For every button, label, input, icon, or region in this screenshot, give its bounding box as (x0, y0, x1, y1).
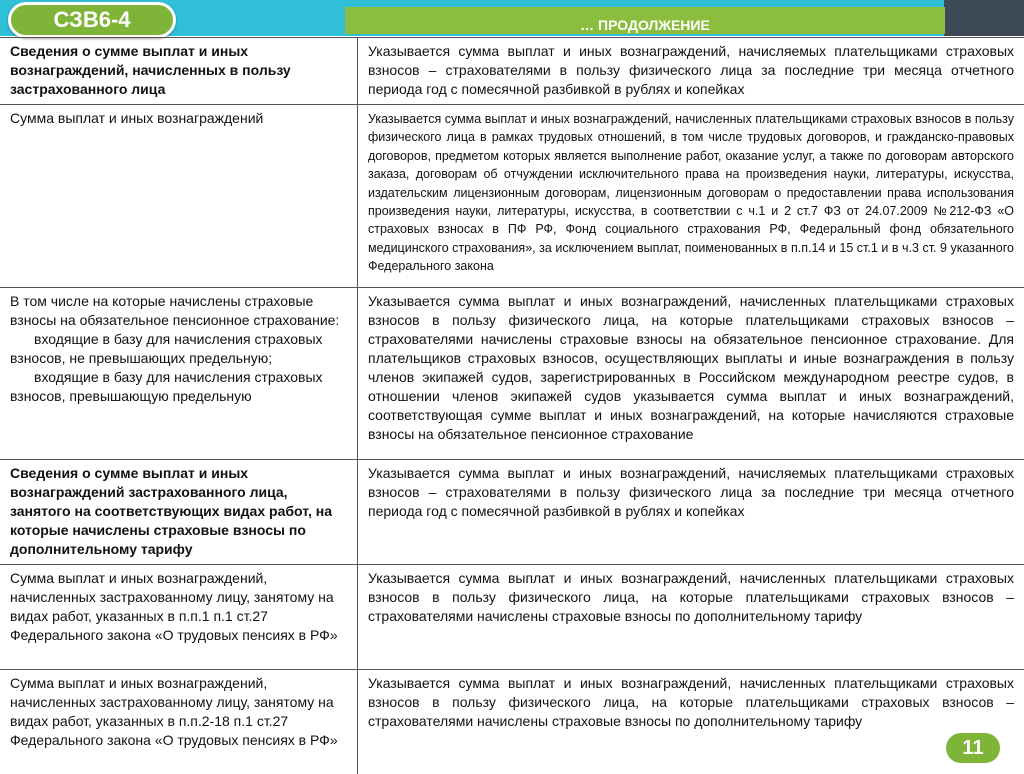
field-name-intro: В том числе на которые начислены страховые взносы на обязательное пенсионное страхование: (10, 293, 340, 328)
table-row (0, 460, 1024, 565)
field-description-cell: Указывается сумма выплат и иных вознаграждений, начисленных плательщиками страховых взносов в пользу физического лица в рамках трудовых отношений, в том числе трудовых договоров, и гражданско-правовых договоров, предметом которых является выполнение работ, оказание услуг, а также по договорам авторского заказа, договорам об отчуждении исключительного права на произведения науки, литературы, искусства, издательским лицензионным договорам, лицензионным договорам о предоставлении права использования произведения науки, литературы, искусства, в соответствии с ч.1 и 2 ст.7 ФЗ от 24.07.2009 №212-ФЗ «О страховых взносах в ПФ РФ, Фонд социального страхования РФ, Федеральный фонд обязательного медицинского страхования», за исключением выплат, поименованных в п.п.14 и 15 ст.1 и в ч.3 ст. 9 указанного Федерального закона (368, 112, 1014, 274)
table-row (0, 565, 1024, 670)
field-name-cell: Сведения о сумме выплат и иных вознаграждений застрахованного лица, занятого на соответствующих видах работ, на которые начислены страховые взносы по дополнительному тарифу (0, 460, 358, 564)
table-row (0, 105, 1024, 288)
field-description-cell: Указывается сумма выплат и иных вознаграждений, начисленных плательщиками страховых взносов в пользу физического лица, на которые плательщиками страховых взносов – страхователями начислены страховые взносы по дополнительному тарифу (368, 675, 1014, 729)
table-row (0, 670, 1024, 774)
field-name-cell (0, 288, 358, 459)
field-description-cell: Указывается сумма выплат и иных вознаграждений, начисленных плательщиками страховых взносов в пользу физического лица, на которые плательщиками страховых взносов – страхователями начислены страховые взносы по дополнительному тарифу (368, 570, 1014, 624)
description-table (0, 37, 1024, 774)
table-row (0, 38, 1024, 105)
form-code-badge: СЗВ6-4 (8, 2, 176, 38)
field-name-cell: Сумма выплат и иных вознаграждений (0, 105, 358, 287)
field-name-cell: Сумма выплат и иных вознаграждений, начисленных застрахованному лицу, занятому на видах работ, указанных в п.п.1 п.1 ст.27 Федерального закона «О трудовых пенсиях в РФ» (0, 565, 358, 669)
top-bar-corner (944, 0, 1024, 36)
page-number-badge: 11 (946, 733, 1000, 763)
field-name-cell: Сумма выплат и иных вознаграждений, начисленных застрахованному лицу, занятому на видах работ, указанных в п.п.2-18 п.1 ст.27 Федерального закона «О трудовых пенсиях в РФ» (0, 670, 358, 774)
field-description-cell: Указывается сумма выплат и иных вознаграждений, начисляемых плательщиками страховых взносов – страхователями в пользу физического лица за последние три месяца отчетного периода год с помесячной разбивкой в рублях и копейках (368, 43, 1014, 97)
field-name-cell: Сведения о сумме выплат и иных вознаграждений, начисленных в пользу застрахованного лица (0, 38, 358, 104)
field-name-subitem: входящие в базу для начисления страховых взносов, превышающую предельную (10, 369, 323, 404)
continuation-banner: … ПРОДОЛЖЕНИЕ (345, 7, 945, 34)
field-description-cell: Указывается сумма выплат и иных вознаграждений, начисленных плательщиками страховых взносов в пользу физического лица, на которые плательщиками страховых взносов – страхователями начислены страховые взносы на обязательное пенсионное страхование. Для плательщиков страховых взносов, осуществляющих выплаты и иные вознаграждения в пользу членов экипажей судов, зарегистрированных в Российском международном реестре судов, в отношении членов экипажей судов указывается сумма выплат и иных вознаграждений, соответствующая сумме выплат и иных вознаграждений, на которые начисляются страховые взносы на обязательное пенсионное страхование (368, 293, 1014, 442)
field-description-cell: Указывается сумма выплат и иных вознаграждений, начисляемых плательщиками страховых взносов – страхователями в пользу физического лица за последние три месяца отчетного периода год с помесячной разбивкой в рублях и копейках (368, 465, 1014, 519)
table-row (0, 288, 1024, 460)
field-name-subitem: входящие в базу для начисления страховых взносов, не превышающих предельную; (10, 331, 323, 366)
